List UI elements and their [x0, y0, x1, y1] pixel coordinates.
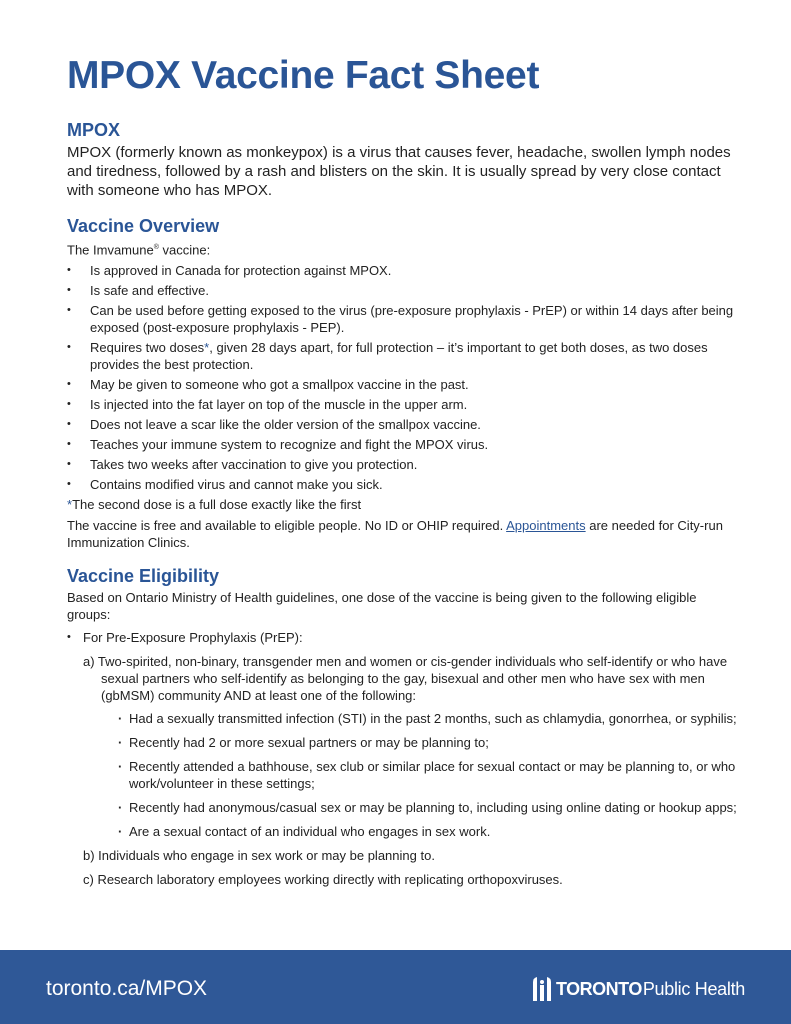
cost-suffix: are needed for City-run Immunization Clinics.	[67, 518, 723, 551]
footer-bar	[0, 950, 791, 1024]
list-item: • Is safe and effective.	[67, 282, 737, 299]
criteria-item: · Had a sexually transmitted infection (STI) in the past 2 months, such as chlamydia, gonorrhea, or syphilis;	[118, 710, 737, 727]
vaccine-overview-lead	[67, 239, 737, 258]
doses-detail: , given 28 days apart, for full protection – it’s important to get both doses, as two doses provides the best protection.	[90, 340, 708, 373]
cost-text: The vaccine is free and available to eligible people. No ID or OHIP required.	[67, 518, 507, 534]
footnote-star: *	[67, 497, 73, 513]
footer-url-link[interactable]: toronto.ca/MPOX	[46, 977, 208, 1000]
criteria-item: · Recently had anonymous/casual sex or may be planning to, including using online dating or hookup apps;	[118, 799, 737, 816]
list-item: • Is injected into the fat layer on top of the muscle in the upper arm.	[67, 396, 737, 413]
mpox-description: MPOX (formerly known as monkeypox) is a virus that causes fever, headache, swollen lymph nodes and tiredness, followed by a rash and blisters on the skin. It is usually spread by very close contact with someone who has MPOX.	[67, 144, 731, 199]
mpox-heading: MPOX	[67, 120, 121, 140]
list-item: • Teaches your immune system to recognize and fight the MPOX virus.	[67, 436, 737, 453]
vaccine-eligibility-heading: Vaccine Eligibility	[67, 566, 220, 587]
vaccine-overview-heading: Vaccine Overview	[67, 216, 220, 236]
fact-sheet	[67, 52, 737, 895]
list-item: • May be given to someone who got a smallpox vaccine in the past.	[67, 376, 737, 393]
appointments-link[interactable]: Appointments	[506, 518, 586, 534]
logo-public-health: Public Health	[642, 978, 745, 999]
list-item: • Does not leave a scar like the older version of the smallpox vaccine.	[67, 416, 737, 433]
vaccine-name: The Imvamune	[67, 242, 154, 258]
footnote-text: The second dose is a full dose exactly like the first	[72, 497, 362, 513]
list-item: • Contains modified virus and cannot make you sick.	[67, 476, 737, 493]
group-b: b) Individuals who engage in sex work or may be planning to.	[83, 848, 435, 864]
toronto-public-health-logo	[532, 974, 745, 1004]
criteria-item: · Recently attended a bathhouse, sex club or similar place for sexual contact or may be planning to, or who work/volunteer in these settings;	[118, 758, 737, 792]
vaccine-overview-list	[67, 262, 737, 493]
vaccine-cost-note	[67, 517, 737, 551]
criteria-item: · Recently had 2 or more sexual partners or may be planning to;	[118, 734, 737, 751]
list-item: • Can be used before getting exposed to the virus (pre-exposure prophylaxis - PrEP) or within 14 days after being exposed (post-exposure prophylaxis - PEP).	[67, 302, 737, 336]
criteria-item: · Are a sexual contact of an individual who engages in sex work.	[118, 823, 737, 840]
group-a	[83, 653, 737, 840]
group-a-text: a) Two-spirited, non-binary, transgender men and women or cis-gender individuals who self-identify or who have sexual partners who self-identify as belonging to the gay, bisexual and other men who have sex with men (gbMSM) community AND at least one of the following:	[83, 654, 728, 704]
prep-item: • For Pre-Exposure Prophylaxis (PrEP):	[67, 629, 737, 646]
list-item: • Is approved in Canada for protection against MPOX.	[67, 262, 737, 279]
vaccine-lead-suffix: vaccine:	[158, 242, 211, 258]
eligibility-lead: Based on Ontario Ministry of Health guidelines, one dose of the vaccine is being given to the following eligible groups:	[67, 590, 697, 623]
doses-text: Requires two doses	[90, 340, 205, 356]
footnote-marker: *	[204, 340, 210, 356]
list-item	[67, 339, 737, 373]
logo-toronto: TORONTO	[555, 978, 642, 999]
registered-mark: ®	[153, 244, 159, 251]
dose-footnote	[67, 496, 737, 513]
eligible-groups-list	[83, 653, 737, 888]
page-title: MPOX Vaccine Fact Sheet	[67, 54, 540, 97]
city-hall-logo-icon	[532, 976, 552, 1002]
list-item: • Takes two weeks after vaccination to give you protection.	[67, 456, 737, 473]
group-a-criteria	[101, 710, 737, 840]
group-c: c) Research laboratory employees working directly with replicating orthopoxviruses.	[83, 872, 563, 888]
